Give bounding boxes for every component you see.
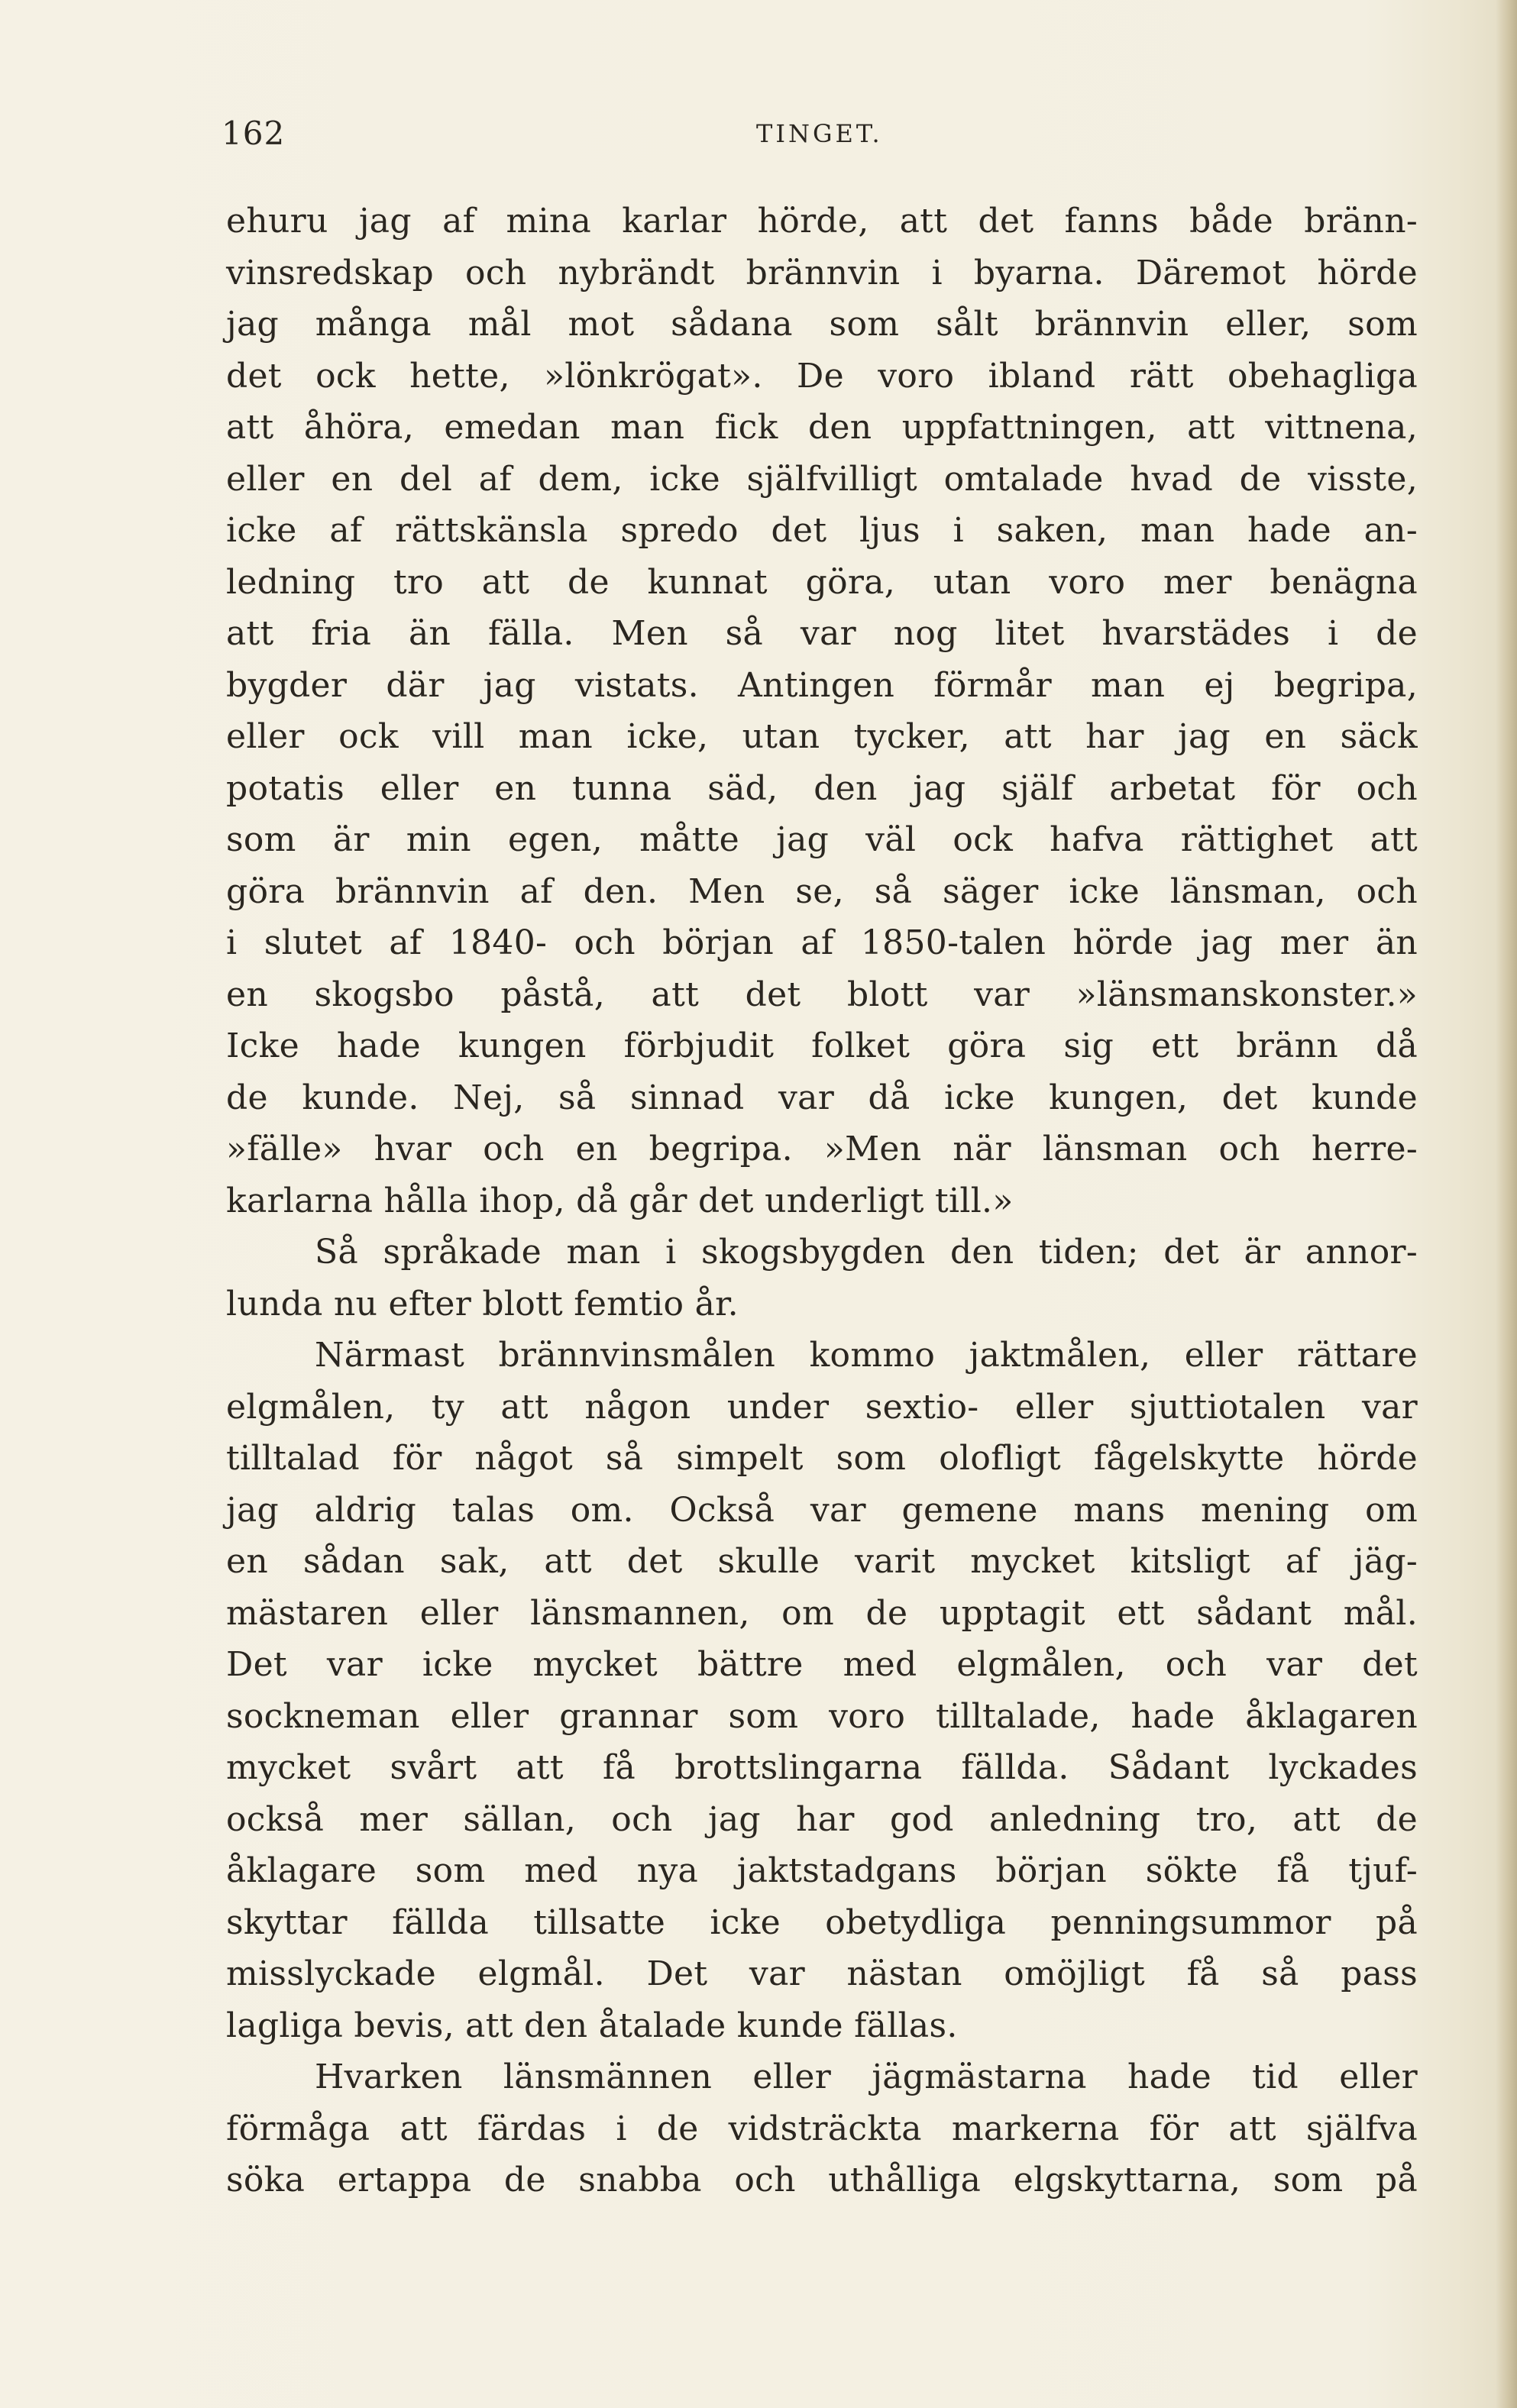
text-line: en sådan sak, att det skulle varit mycket kitsligt af jäg- — [226, 1542, 1418, 1581]
text-line: potatis eller en tunna säd, den jag själf arbetat för och — [226, 768, 1418, 808]
text-line: lunda nu efter blott femtio år. — [226, 1284, 739, 1324]
text-line: mycket svårt att få brottslingarna fällda. Sådant lyckades — [226, 1748, 1418, 1787]
text-line: skyttar fällda tillsatte icke obetydliga penningsummor på — [226, 1902, 1418, 1942]
text-line: som är min egen, måtte jag väl ock hafva rättighet att — [226, 820, 1418, 859]
text-line: Hvarken länsmännen eller jägmästarna hade tid eller — [315, 2057, 1418, 2096]
text-line: Icke hade kungen förbjudit folket göra sig ett bränn då — [226, 1026, 1418, 1065]
text-line: ehuru jag af mina karlar hörde, att det fanns både bränn- — [226, 202, 1418, 241]
text-line: mästaren eller länsmannen, om de upptagit ett sådant mål. — [226, 1593, 1418, 1633]
text-line: att fria än fälla. Men så var nog litet hvarstädes i de — [226, 614, 1418, 653]
page-header — [222, 115, 1413, 160]
text-line: att åhöra, emedan man fick den uppfattningen, att vittnena, — [226, 408, 1418, 447]
text-line: »fälle» hvar och en begripa. »Men när länsman och herre- — [226, 1130, 1418, 1168]
text-line: eller en del af dem, icke själfvilligt omtalade hvad de visste, — [226, 459, 1418, 499]
page-edge-shadow — [1496, 0, 1517, 2408]
text-line: lagliga bevis, att den åtalade kunde fällas. — [226, 2006, 958, 2045]
text-line: åklagare som med nya jaktstadgans början sökte få tjuf- — [226, 1851, 1418, 1890]
running-head: TINGET. — [756, 119, 883, 148]
text-line: Närmast brännvinsmålen kommo jaktmålen, eller rättare — [315, 1336, 1418, 1375]
text-line: i slutet af 1840- och början af 1850-talen hörde jag mer än — [226, 923, 1418, 962]
text-line: det ock hette, »lönkrögat». De voro ibland rätt obehagliga — [226, 356, 1418, 396]
text-line: karlarna hålla ihop, då går det underligt till.» — [226, 1181, 1014, 1220]
text-line: Det var icke mycket bättre med elgmålen, och var det — [226, 1645, 1418, 1684]
text-line: de kunde. Nej, så sinnad var då icke kungen, det kunde — [226, 1078, 1418, 1117]
body-text — [226, 196, 1418, 2206]
text-line: jag aldrig talas om. Också var gemene mans mening om — [226, 1490, 1418, 1530]
text-line: söka ertappa de snabba och uthålliga elgskyttarna, som på — [226, 2161, 1418, 2200]
text-line: jag många mål mot sådana som sålt brännvin eller, som — [226, 305, 1418, 344]
text-line: eller ock vill man icke, utan tycker, att har jag en säck — [226, 717, 1418, 756]
text-line: icke af rättskänsla spredo det ljus i saken, man hade an- — [226, 511, 1418, 550]
page-number: 162 — [222, 115, 286, 152]
text-line: sockneman eller grannar som voro tilltalade, hade åklagaren — [226, 1696, 1418, 1736]
text-line: göra brännvin af den. Men se, så säger icke länsman, och — [226, 871, 1418, 911]
text-line: bygder där jag vistats. Antingen förmår man ej begripa, — [226, 665, 1418, 705]
text-line: Så språkade man i skogsbygden den tiden; det är annor- — [315, 1233, 1418, 1272]
text-line: ledning tro att de kunnat göra, utan voro mer benägna — [226, 562, 1418, 602]
text-line: tilltalad för något så simpelt som olofligt fågelskytte hörde — [226, 1439, 1418, 1478]
text-line: också mer sällan, och jag har god anledning tro, att de — [226, 1799, 1418, 1839]
text-line: elgmålen, ty att någon under sextio- eller sjuttiotalen var — [226, 1387, 1418, 1427]
text-line: misslyckade elgmål. Det var nästan omöjligt få så pass — [226, 1954, 1418, 1993]
text-line: förmåga att färdas i de vidsträckta markerna för att själfva — [226, 2109, 1418, 2148]
text-line: en skogsbo påstå, att det blott var »länsmanskonster.» — [226, 975, 1418, 1014]
text-line: vinsredskap och nybrändt brännvin i byarna. Däremot hörde — [226, 253, 1418, 293]
